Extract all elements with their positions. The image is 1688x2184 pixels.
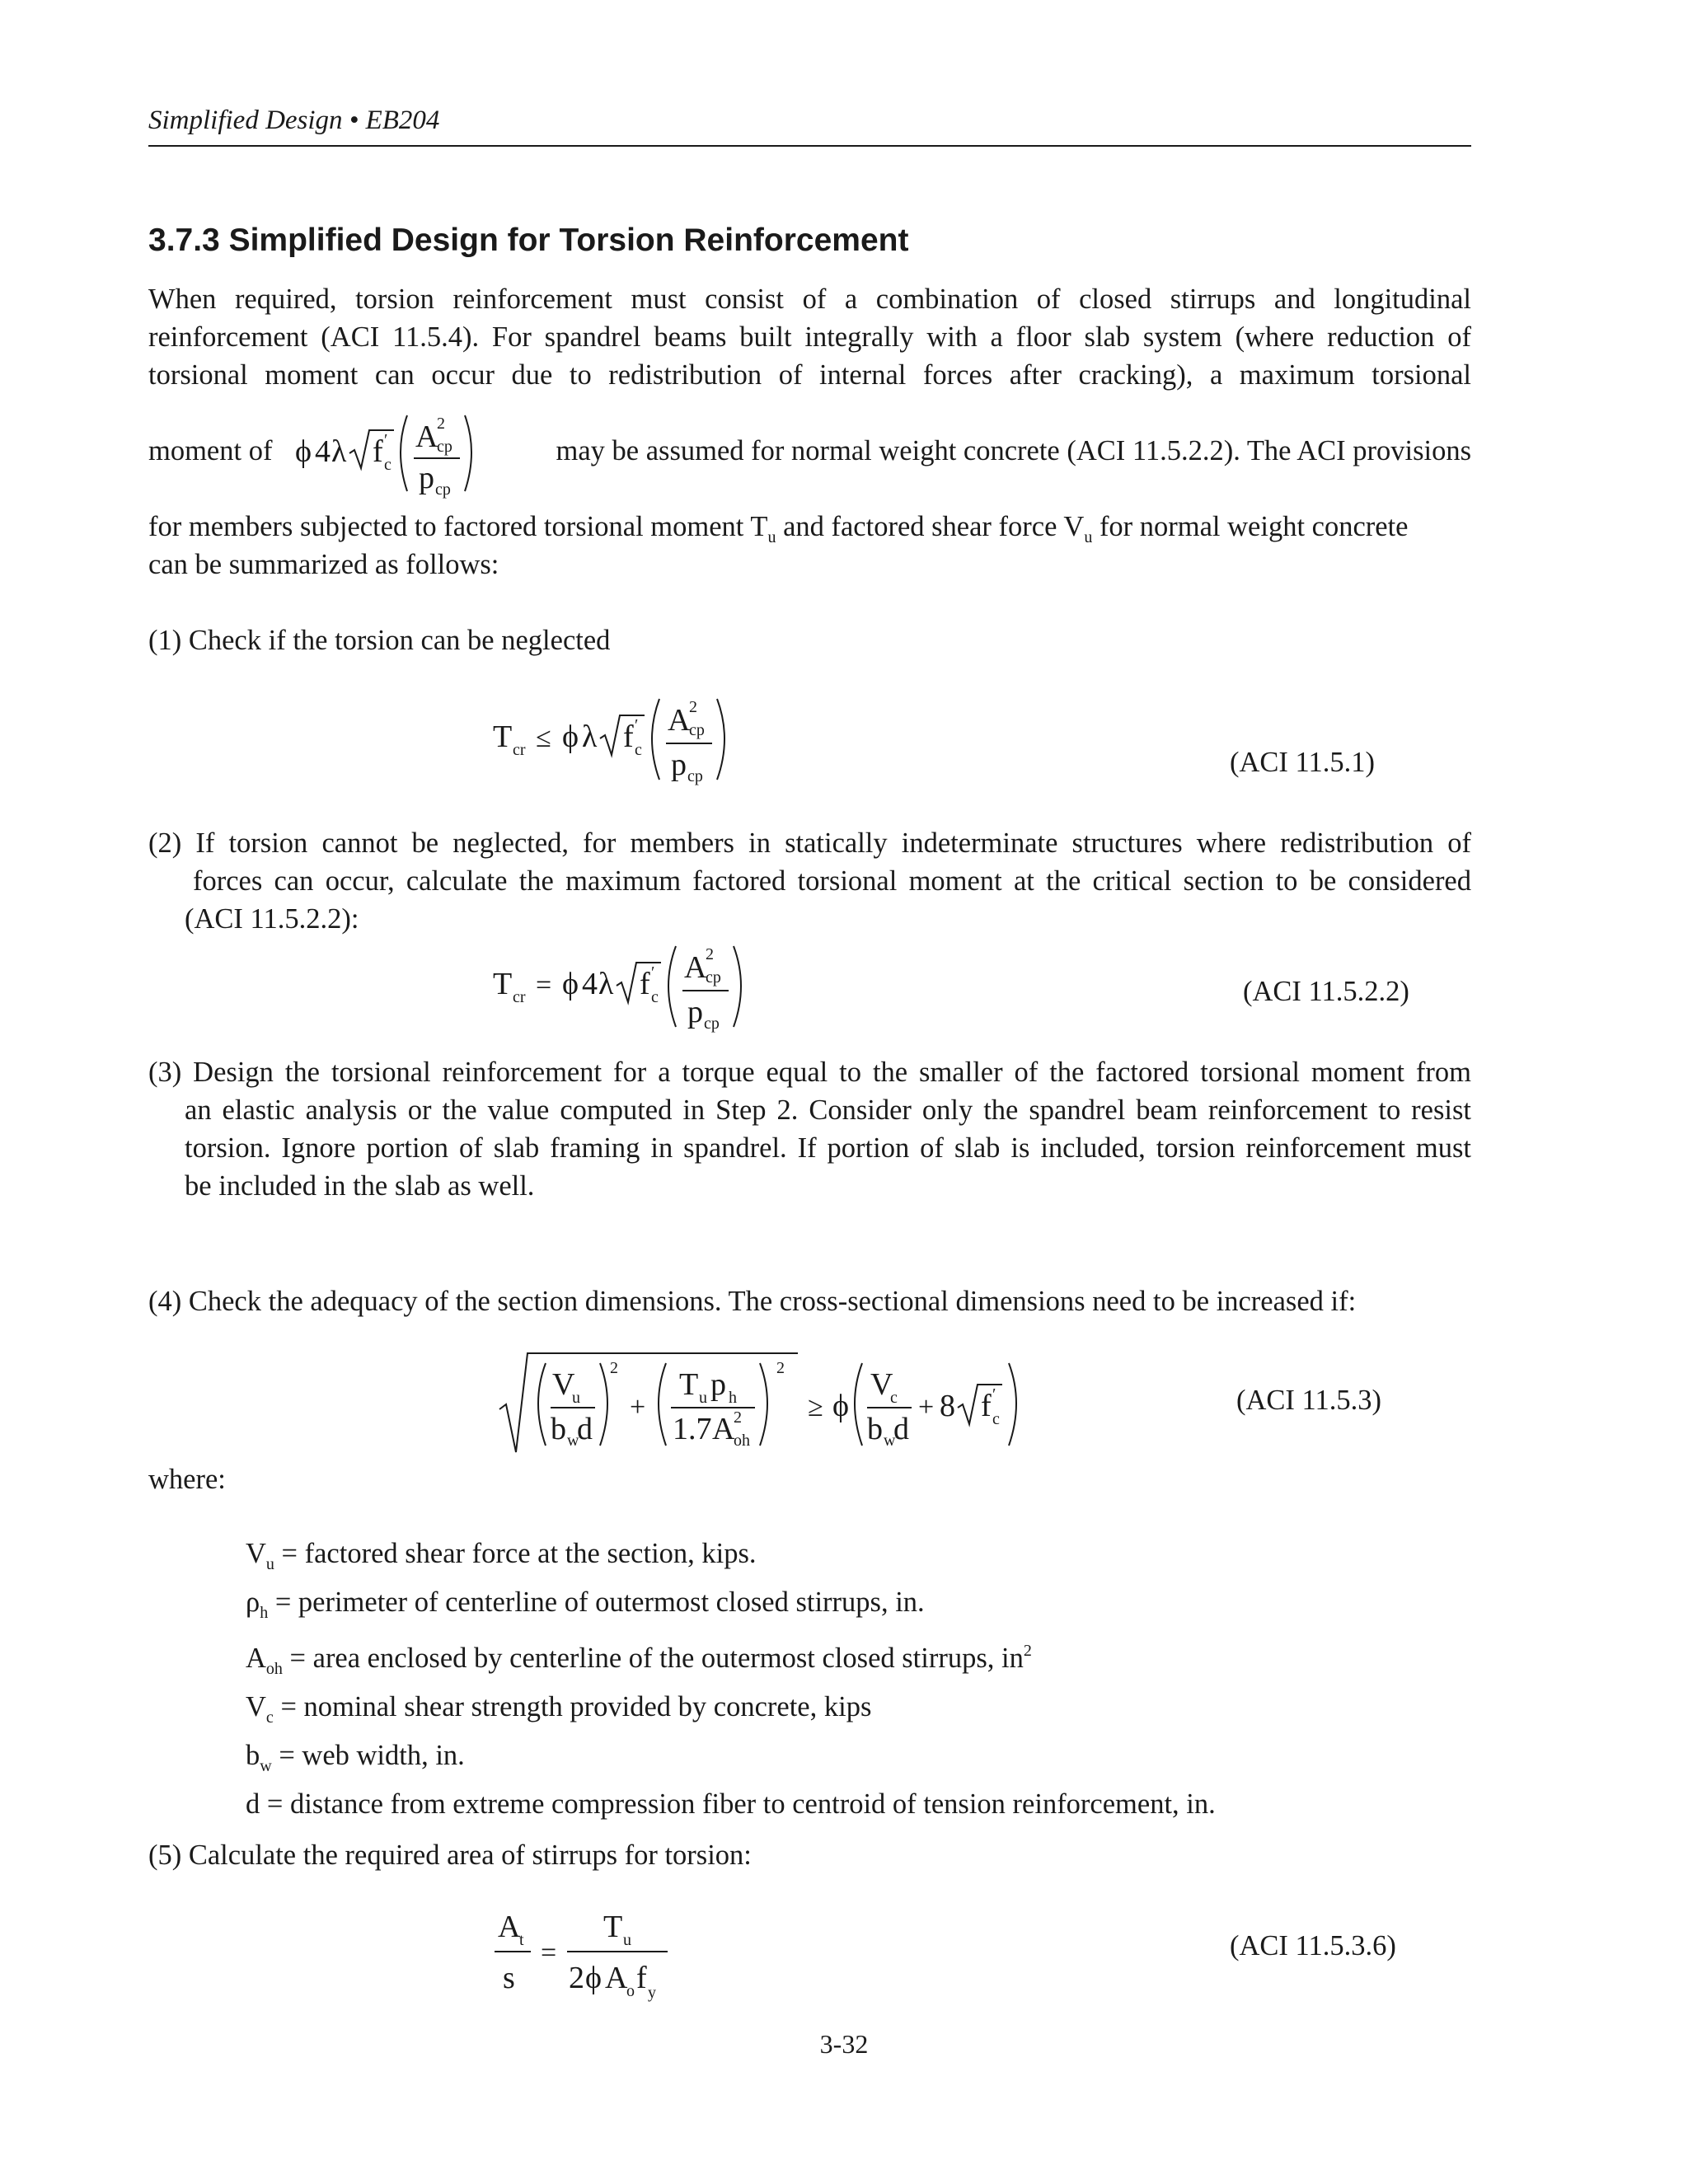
acp-sub-cp: cp bbox=[706, 968, 721, 987]
square-2: 2 bbox=[776, 1359, 785, 1377]
definition-vc: $V_c$ = nominal shear strength provided by concrete, kips bbox=[246, 1691, 872, 1727]
step-3-line-2: an elastic analysis or the value computed in Step 2. Consider only the spandrel beam reinforcement to resist bbox=[185, 1094, 1471, 1126]
left-paren bbox=[668, 946, 676, 1027]
at-A: A bbox=[498, 1910, 521, 1944]
step-2-line-2: forces can occur, calculate the maximum factored torsional moment at the critical section to be considered bbox=[193, 865, 1471, 897]
bwd2-b: b bbox=[867, 1412, 883, 1446]
pcp-sub-cp: cp bbox=[704, 1015, 720, 1033]
paren-3-right bbox=[1009, 1363, 1016, 1446]
step-3-line-3: torsion. Ignore portion of slab framing in spandrel. If portion of slab is included, torsion reinforcement must bbox=[185, 1132, 1471, 1164]
fc-prime: ′ bbox=[651, 963, 655, 982]
vu-sub-u: u bbox=[572, 1389, 580, 1407]
step-5-text: (5) Calculate the required area of stirrups for torsion: bbox=[148, 1840, 752, 1871]
step-2-reference: (ACI 11.5.2.2) bbox=[1243, 976, 1409, 1007]
acp-A: A bbox=[684, 950, 707, 985]
paren-1-right bbox=[600, 1363, 607, 1446]
tu-T: T bbox=[603, 1910, 623, 1944]
intro-line-5-c: for normal weight concrete bbox=[1092, 511, 1409, 542]
phi-symbol: ϕ bbox=[585, 1961, 603, 1995]
fc-f: f bbox=[623, 719, 634, 754]
fc-sub-c: c bbox=[384, 456, 392, 474]
fc-prime: ′ bbox=[635, 716, 639, 734]
vu-sub: u bbox=[1084, 528, 1093, 546]
moment-of-label: moment of bbox=[148, 435, 273, 466]
lambda-symbol: λ bbox=[598, 967, 614, 1001]
fc-f: f bbox=[373, 434, 383, 469]
plus-symbol-2: + bbox=[918, 1392, 935, 1422]
fc2-sub-c: c bbox=[992, 1410, 1000, 1428]
ge-symbol: ≥ bbox=[808, 1392, 823, 1422]
tu-T: T bbox=[679, 1367, 699, 1402]
definition-aoh: $A_{oh}$ = area enclosed by centerline of the outermost closed stirrups, $in^2$ bbox=[246, 1642, 1032, 1678]
aoh-sub-oh: oh bbox=[734, 1432, 750, 1450]
at-sub-t: t bbox=[519, 1931, 524, 1949]
where-label: where: bbox=[148, 1464, 226, 1495]
lambda-symbol: λ bbox=[331, 434, 347, 469]
moment-of-suffix: may be assumed for normal weight concrete (ACI 11.5.2.2). The ACI provisions bbox=[556, 435, 1471, 466]
step-2-line-3: (ACI 11.5.2.2): bbox=[185, 903, 359, 935]
step-3-line-4: be included in the slab as well. bbox=[185, 1170, 535, 1202]
acp-sup-2: 2 bbox=[689, 698, 697, 716]
acp-A: A bbox=[415, 419, 438, 454]
phi-symbol: ϕ bbox=[295, 434, 312, 469]
fy-sub-y: y bbox=[648, 1984, 656, 2002]
left-paren bbox=[401, 415, 407, 491]
bwd-sub-w: w bbox=[567, 1432, 579, 1450]
coef-1-7: 1.7 bbox=[673, 1412, 712, 1446]
section-adequacy-inequality bbox=[495, 1343, 1039, 1467]
acp-sub-cp: cp bbox=[689, 721, 705, 739]
intro-line-5-a: for members subjected to factored torsional moment T bbox=[148, 511, 768, 542]
inline-max-torsion-formula bbox=[288, 405, 486, 504]
tu-sub: u bbox=[767, 528, 776, 546]
pcp-p: p bbox=[687, 995, 703, 1029]
left-paren bbox=[652, 699, 659, 780]
fc-f: f bbox=[640, 967, 650, 1001]
ao-A: A bbox=[605, 1961, 628, 1995]
pcp-sub-cp: cp bbox=[435, 480, 451, 499]
definition-bw: $b_w$ = web width, in. bbox=[246, 1740, 465, 1775]
intro-line-6: can be summarized as follows: bbox=[148, 549, 499, 580]
right-paren bbox=[717, 699, 724, 780]
four-coefficient: 4 bbox=[315, 434, 331, 469]
vu-V: V bbox=[552, 1367, 575, 1402]
fy-f: f bbox=[636, 1961, 647, 1995]
vc-sub-c: c bbox=[890, 1389, 898, 1407]
fc-prime: ′ bbox=[384, 431, 388, 449]
step-3-line-1: (3) Design the torsional reinforcement for a torque equal to the smaller of the factored torsional moment from bbox=[148, 1057, 1471, 1088]
aoh-sup-2: 2 bbox=[734, 1408, 742, 1427]
fc-sub-c: c bbox=[651, 988, 659, 1006]
step-5-reference: (ACI 11.5.3.6) bbox=[1230, 1930, 1396, 1961]
pcp-p: p bbox=[419, 461, 434, 495]
cracking-torque-inequality bbox=[488, 684, 752, 799]
paren-2-left bbox=[659, 1363, 666, 1446]
coef-2: 2 bbox=[569, 1961, 584, 1995]
pcp-sub-cp: cp bbox=[687, 767, 703, 785]
bwd-d: d bbox=[577, 1412, 593, 1446]
plus-symbol: + bbox=[630, 1392, 646, 1422]
square-1: 2 bbox=[610, 1359, 618, 1377]
bwd2-d: d bbox=[893, 1412, 909, 1446]
step-2-line-1: (2) If torsion cannot be neglected, for members in statically indeterminate structures where redistribution of bbox=[148, 827, 1471, 859]
stirrup-area-equation bbox=[488, 1896, 686, 2011]
le-symbol: ≤ bbox=[536, 723, 551, 753]
aoh-A: A bbox=[712, 1412, 735, 1446]
running-header: Simplified Design • EB204 bbox=[148, 105, 440, 135]
intro-line-3: torsional moment can occur due to redistribution of internal forces after cracking), a maximum torsional bbox=[148, 359, 1471, 391]
intro-line-2: reinforcement (ACI 11.5.4). For spandrel beams built integrally with a floor slab system (where reduction of bbox=[148, 321, 1471, 353]
step-1-reference: (ACI 11.5.1) bbox=[1230, 747, 1375, 778]
tu-sub-u: u bbox=[623, 1931, 631, 1949]
paren-3-left bbox=[855, 1363, 862, 1446]
four-coefficient: 4 bbox=[582, 967, 598, 1001]
acp-sup-2: 2 bbox=[437, 415, 445, 433]
definition-vu: $V_u$ = factored shear force at the section, kips. bbox=[246, 1538, 757, 1573]
phi-symbol: ϕ bbox=[562, 719, 579, 754]
tcr-T: T bbox=[493, 719, 513, 754]
step-4-text: (4) Check the adequacy of the section dimensions. The cross-sectional dimensions need to be increased if: bbox=[148, 1286, 1357, 1317]
right-paren bbox=[465, 415, 471, 491]
acp-sub-cp: cp bbox=[437, 438, 452, 456]
step-1-text: (1) Check if the torsion can be neglected bbox=[148, 625, 611, 656]
fc2-f: f bbox=[981, 1389, 992, 1423]
intro-line-1: When required, torsion reinforcement must consist of a combination of closed stirrups and longitudinal bbox=[148, 284, 1471, 315]
bwd-b: b bbox=[551, 1412, 566, 1446]
eight-coefficient: 8 bbox=[940, 1389, 955, 1423]
tcr-T: T bbox=[493, 967, 513, 1001]
tu-sub-u: u bbox=[699, 1389, 707, 1407]
phi-symbol: ϕ bbox=[832, 1389, 850, 1423]
header-rule bbox=[148, 145, 1471, 147]
paren-2-right bbox=[760, 1363, 767, 1446]
bwd2-sub-w: w bbox=[884, 1432, 896, 1450]
acp-sup-2: 2 bbox=[706, 945, 714, 963]
equals-symbol: = bbox=[536, 970, 552, 1001]
definition-d: d = distance from extreme compression fiber to centroid of tension reinforcement, in. bbox=[246, 1788, 1216, 1820]
fc-sub-c: c bbox=[635, 741, 642, 759]
phi-symbol: ϕ bbox=[562, 967, 579, 1001]
right-paren bbox=[734, 946, 741, 1027]
definition-ph: $\rho_h$ = perimeter of centerline of outermost closed stirrups, in. bbox=[246, 1586, 925, 1622]
equals-symbol: = bbox=[541, 1938, 557, 1968]
paren-1-left bbox=[538, 1363, 546, 1446]
lambda-symbol: λ bbox=[582, 719, 598, 754]
vc-V: V bbox=[870, 1367, 893, 1402]
ph-p: p bbox=[710, 1367, 726, 1402]
ph-sub-h: h bbox=[729, 1389, 737, 1407]
definitions-list bbox=[246, 1535, 1400, 1823]
pcp-p: p bbox=[671, 748, 687, 782]
step-4-reference: (ACI 11.5.3) bbox=[1236, 1385, 1381, 1416]
acp-A: A bbox=[668, 703, 691, 738]
section-title: 3.7.3 Simplified Design for Torsion Reinforcement bbox=[148, 223, 909, 258]
spacing-s: s bbox=[503, 1961, 515, 1995]
fc2-prime: ′ bbox=[992, 1385, 996, 1404]
tcr-sub: cr bbox=[513, 988, 526, 1006]
max-torsion-equation bbox=[488, 931, 768, 1047]
page-number: 3-32 bbox=[819, 2029, 869, 2059]
ao-sub-o: o bbox=[626, 1982, 635, 2000]
intro-line-5-b: and factored shear force V bbox=[776, 511, 1085, 542]
tcr-sub: cr bbox=[513, 741, 526, 759]
